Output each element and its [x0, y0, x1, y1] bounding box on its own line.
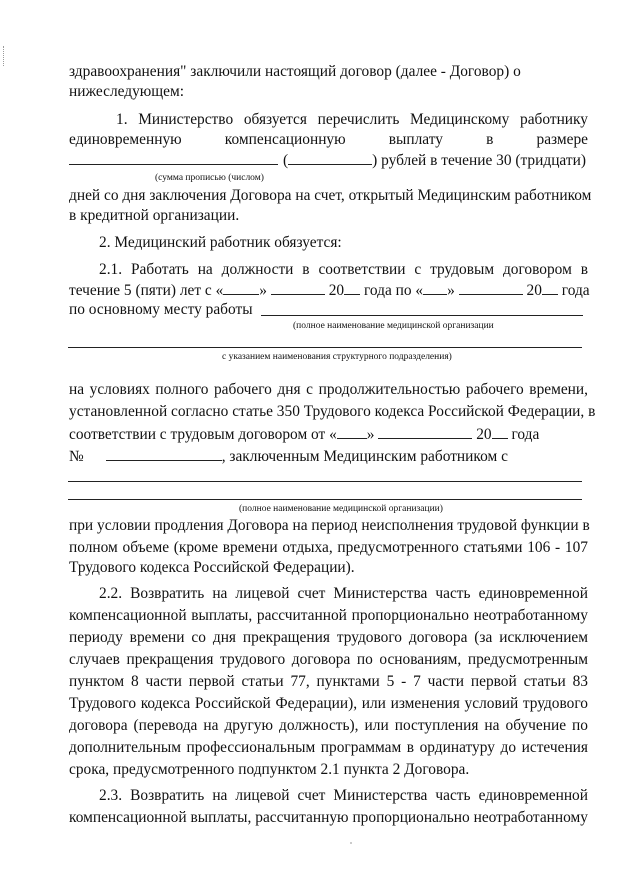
workplace-blank-2[interactable] — [68, 347, 582, 348]
clause-2-3-line-2: компенсационной выплаты, рассчитанную пропорционально неотработанному — [69, 809, 588, 826]
clause-1-line-2: единовременную компенсационную выплату в размере — [69, 131, 588, 148]
text: 20 — [476, 426, 492, 443]
clause-2-2-line-3: периоду времени со дня прекращения трудового договора (за исключением — [69, 629, 588, 646]
clause-2-2-line-5: пунктом 8 части первой статьи 77, пунктами 5 - 7 части первой статьи 83 — [69, 673, 588, 690]
end-day-blank[interactable] — [423, 280, 447, 295]
clause-2-1-number-line — [69, 446, 588, 467]
text: года — [561, 282, 590, 299]
organization-caption: (полное наименование медицинской организации) — [239, 504, 443, 514]
clause-2-1-line-5: установленной согласно статье 350 Трудового кодекса Российской Федерации, в — [69, 403, 596, 420]
clause-2-1-line-1: 2.1. Работать на должности в соответствии с трудовым договором в — [99, 261, 588, 278]
clause-1-line-1: 1. Министерство обязуется перечислить Медицинскому работнику — [116, 111, 588, 128]
text: » — [366, 426, 375, 443]
amount-tail: ) рублей в течение 30 (тридцати) — [372, 152, 586, 169]
preamble-line-2 — [69, 82, 588, 102]
text: года — [511, 426, 540, 443]
clause-2-heading: 2. Медицинский работник обязуется: — [99, 234, 342, 251]
clause-2-2-line-1: 2.2. Возвратить на лицевой счет Министерства часть единовременной — [99, 585, 588, 602]
text: нижеследующем: — [69, 83, 184, 100]
clause-2-2-line-6: Трудового кодекса Российской Федерации), или изменения условий трудового — [69, 695, 588, 712]
clause-2-1-workplace-line — [69, 300, 588, 320]
end-year-blank[interactable] — [542, 280, 558, 295]
clause-2-3-line-1: 2.3. Возвратить на лицевой счет Министерства часть единовременной — [99, 787, 588, 804]
organization-blank-2[interactable] — [68, 499, 582, 500]
clause-2-1-line-8: при условии продления Договора на период неисполнения трудовой функции в — [69, 517, 590, 534]
text: 20 — [526, 282, 542, 299]
scan-edge-mark — [3, 46, 5, 66]
start-day-blank[interactable] — [223, 280, 259, 295]
text: , заключенным Медицинским работником с — [221, 448, 508, 465]
clause-2-1-line-4: на условиях полного рабочего дня с продолжительностью рабочего времени, — [69, 381, 588, 398]
contract-day-blank[interactable] — [337, 424, 367, 439]
contract-number-blank[interactable] — [106, 446, 222, 461]
text: по основному месту работы — [69, 301, 253, 318]
text: » — [259, 282, 267, 299]
clause-2-2-line-4: случаев прекращения трудового договора по основаниям, предусмотренным — [69, 651, 588, 668]
scan-speck — [350, 842, 352, 844]
clause-1-line-5: в кредитной организации. — [69, 207, 240, 224]
start-year-blank[interactable] — [344, 280, 360, 295]
text: соответствии с трудовым договором от « — [69, 426, 337, 443]
clause-2-1-line-10: Трудового кодекса Российской Федерации). — [69, 559, 355, 576]
clause-2-2-line-2: компенсационной выплаты, рассчитанной пропорционально неотработанному — [69, 607, 588, 624]
contract-year-blank[interactable] — [492, 424, 508, 439]
amount-words-blank[interactable] — [69, 150, 278, 165]
contract-month-blank[interactable] — [378, 424, 472, 439]
workplace-blank-1[interactable] — [261, 315, 583, 316]
preamble-line-1 — [69, 62, 588, 82]
paren-open: ( — [283, 152, 289, 169]
clause-1-line-4: дней со дня заключения Договора на счет, открытый Медицинским работником — [69, 187, 592, 204]
text: здравоохранения" заключили настоящий договор (далее - Договор) о — [69, 63, 521, 80]
text: года по « — [363, 282, 424, 299]
workplace-caption: (полное наименование медицинской организации — [293, 321, 494, 331]
clause-1-amount-line — [69, 150, 588, 171]
amount-caption: (сумма прописью (числом) — [155, 173, 264, 183]
clause-2-2-line-7: договора (перевода на другую должность), или поступления на обучение по — [69, 717, 588, 734]
department-caption: с указанием наименования структурного подразделения) — [222, 352, 452, 362]
start-month-blank[interactable] — [271, 280, 325, 295]
clause-2-1-line-9: полном объеме (кроме времени отдыха, предусмотренного статьями 106 - 107 — [69, 539, 588, 556]
end-month-blank[interactable] — [459, 280, 523, 295]
amount-number-blank[interactable] — [288, 150, 372, 165]
clause-2-1-dates-line — [69, 280, 588, 301]
text: » — [447, 282, 455, 299]
organization-blank-1[interactable] — [68, 481, 582, 482]
clause-2-2-line-8: дополнительным профессиональным программам в ординатуру до истечения — [69, 739, 588, 756]
clause-2-1-contract-line — [69, 424, 588, 445]
text: № — [69, 448, 84, 465]
text: течение 5 (пяти) лет с « — [69, 282, 224, 299]
clause-2-2-line-9: срока, предусмотренного подпунктом 2.1 пункта 2 Договора. — [69, 761, 470, 778]
text: 20 — [328, 282, 345, 299]
